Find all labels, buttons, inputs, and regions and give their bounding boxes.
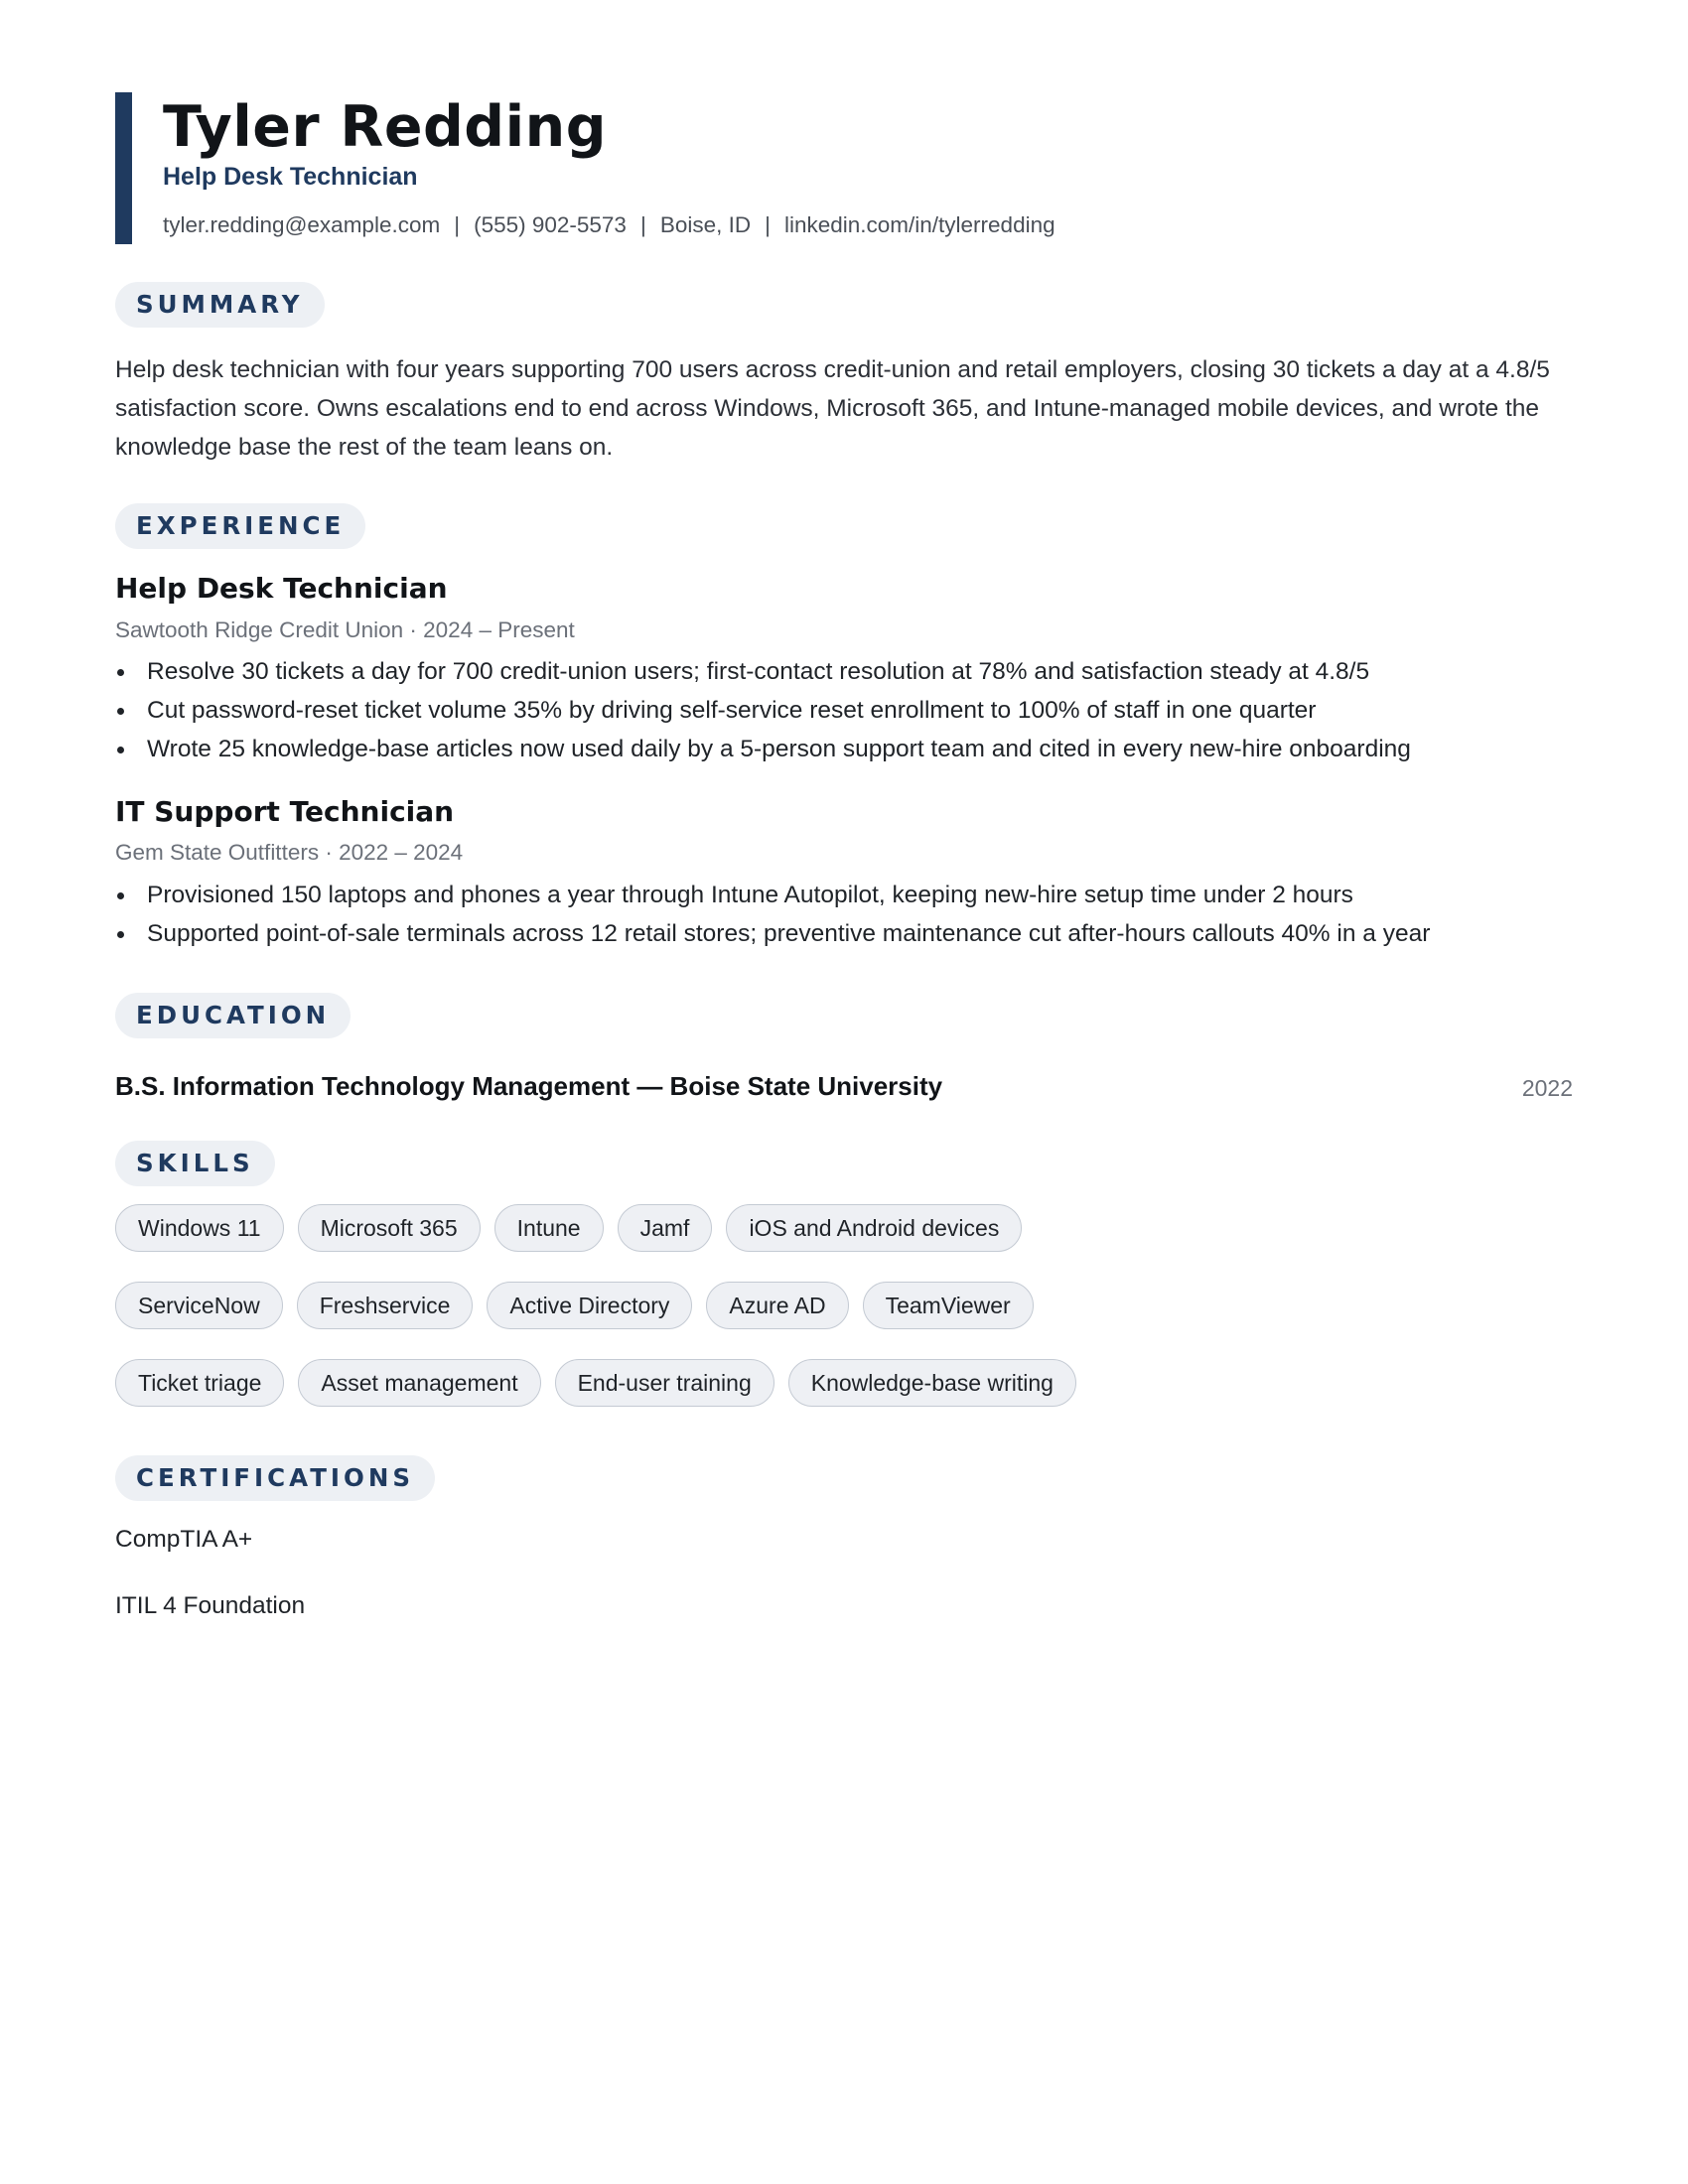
contact-location: Boise, ID bbox=[659, 212, 752, 237]
skill-chip: Microsoft 365 bbox=[298, 1204, 481, 1252]
skill-chip: Active Directory bbox=[487, 1282, 692, 1329]
section-heading-education: EDUCATION bbox=[115, 993, 351, 1038]
job-title: Help Desk Technician bbox=[115, 572, 448, 605]
job-meta: Gem State Outfitters · 2022 – 2024 bbox=[115, 840, 464, 865]
job-bullets bbox=[115, 876, 1585, 953]
skill-chip: Jamf bbox=[618, 1204, 713, 1252]
skill-chip: ServiceNow bbox=[115, 1282, 283, 1329]
section-heading-summary: SUMMARY bbox=[115, 282, 325, 328]
skill-chip: Azure AD bbox=[706, 1282, 848, 1329]
skill-chip: Ticket triage bbox=[115, 1359, 284, 1407]
candidate-headline: Help Desk Technician bbox=[163, 163, 418, 191]
skill-chip: Windows 11 bbox=[115, 1204, 284, 1252]
skill-chip: TeamViewer bbox=[863, 1282, 1034, 1329]
section-heading-skills: SKILLS bbox=[115, 1141, 275, 1186]
contact-line bbox=[163, 207, 1055, 243]
contact-email[interactable]: tyler.redding@example.com bbox=[163, 212, 441, 237]
skills-row bbox=[115, 1359, 1076, 1407]
contact-separator: | bbox=[454, 212, 461, 237]
candidate-name: Tyler Redding bbox=[163, 94, 607, 160]
education-year: 2022 bbox=[1521, 1075, 1573, 1101]
job-meta: Sawtooth Ridge Credit Union · 2024 – Present bbox=[115, 617, 575, 642]
job-bullet: Resolve 30 tickets a day for 700 credit-union users; first-contact resolution at 78% and satisfaction steady at 4.8/5 bbox=[115, 652, 1585, 691]
certification-item: CompTIA A+ bbox=[115, 1526, 253, 1553]
job-bullet: Provisioned 150 laptops and phones a year through Intune Autopilot, keeping new-hire setup time under 2 hours bbox=[115, 876, 1585, 914]
skill-chip: iOS and Android devices bbox=[726, 1204, 1022, 1252]
header-accent-bar bbox=[115, 92, 132, 244]
job-bullet: Cut password-reset ticket volume 35% by driving self-service reset enrollment to 100% of staff in one quarter bbox=[115, 691, 1585, 730]
job-title: IT Support Technician bbox=[115, 795, 455, 828]
job-bullet: Supported point-of-sale terminals across 12 retail stores; preventive maintenance cut after-hours callouts 40% in a year bbox=[115, 914, 1585, 953]
resume-header bbox=[115, 92, 1575, 244]
skill-chip: Freshservice bbox=[297, 1282, 474, 1329]
skill-chip: End-user training bbox=[555, 1359, 774, 1407]
skill-chip: Asset management bbox=[298, 1359, 540, 1407]
contact-separator: | bbox=[639, 212, 646, 237]
skill-chip: Knowledge-base writing bbox=[788, 1359, 1076, 1407]
contact-separator: | bbox=[765, 212, 771, 237]
section-heading-experience: EXPERIENCE bbox=[115, 503, 365, 549]
contact-phone: (555) 902-5573 bbox=[474, 212, 627, 237]
section-heading-certifications: CERTIFICATIONS bbox=[115, 1455, 435, 1501]
education-degree: B.S. Information Technology Management — Boise State University bbox=[115, 1071, 943, 1101]
skills-row bbox=[115, 1204, 1022, 1252]
job-bullet: Wrote 25 knowledge-base articles now used daily by a 5-person support team and cited in every new-hire onboarding bbox=[115, 730, 1585, 768]
certification-item: ITIL 4 Foundation bbox=[115, 1592, 306, 1619]
skills-row bbox=[115, 1282, 1034, 1329]
skill-chip: Intune bbox=[494, 1204, 604, 1252]
contact-linkedin[interactable]: linkedin.com/in/tylerredding bbox=[783, 212, 1055, 237]
summary-text: Help desk technician with four years supporting 700 users across credit-union and retail employers, closing 30 tickets a day at a 4.8/5 satisfaction score. Owns escalations end to end across Windows, Microsoft 365, and Intune-managed mobile devices, and wrote the knowledge base the rest of the team leans on. bbox=[115, 356, 1550, 461]
job-bullets bbox=[115, 652, 1585, 768]
